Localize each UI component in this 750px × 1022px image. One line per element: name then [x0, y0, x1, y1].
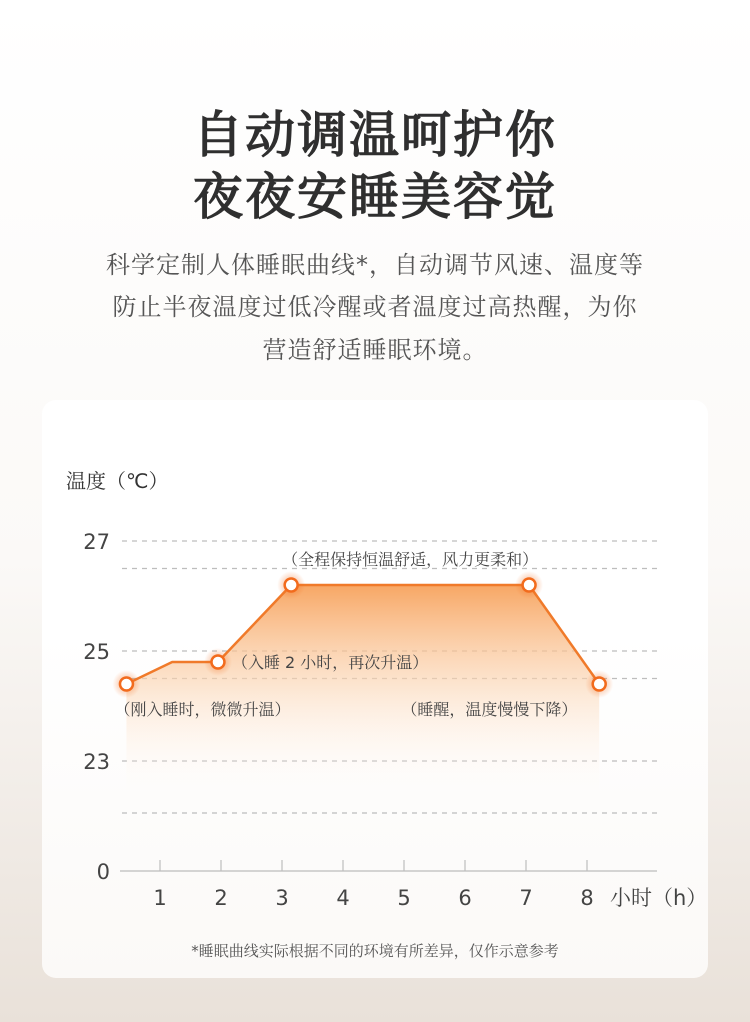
y-tick-label: 23 [83, 750, 110, 774]
x-tick-label: 2 [214, 886, 228, 910]
annotation-label: （刚入睡时，微微升温） [114, 700, 291, 719]
data-point [285, 579, 298, 592]
x-tick-label: 8 [580, 886, 594, 910]
headline-line-1: 自动调温呵护你 [193, 106, 557, 164]
data-point [593, 678, 606, 691]
description-line-2: 防止半夜温度过低冷醒或者温度过高热醒，为你 [112, 293, 638, 321]
y-tick-label: 27 [83, 530, 110, 554]
x-axis-unit: 小时（h） [610, 886, 708, 910]
area-fill [126, 585, 599, 801]
x-tick-label: 4 [336, 886, 350, 910]
x-tick-label: 1 [153, 886, 167, 910]
headline-line-2: 夜夜安睡美容觉 [193, 168, 557, 226]
data-point [523, 579, 536, 592]
area-layer [126, 585, 599, 801]
annotation-label: （入睡 2 小时，再次升温） [231, 653, 429, 672]
annotation-label: （睡醒，温度慢慢下降） [401, 700, 578, 719]
x-tick-label: 5 [397, 886, 411, 910]
y-tick-label: 0 [96, 860, 110, 884]
description-line-1: 科学定制人体睡眠曲线*，自动调节风速、温度等 [106, 251, 644, 279]
data-point [211, 656, 224, 669]
x-tick-label: 7 [519, 886, 533, 910]
x-tick-label: 6 [458, 886, 472, 910]
y-axis-label: 温度（℃） [66, 469, 169, 493]
footnote: *睡眠曲线实际根据不同的环境有所差异，仅作示意参考 [191, 942, 559, 960]
x-tick-label: 3 [275, 886, 289, 910]
y-tick-label: 25 [83, 640, 110, 664]
annotation-label: （全程保持恒温舒适，风力更柔和） [282, 550, 539, 569]
data-point [120, 678, 133, 691]
description-line-3: 营造舒适睡眠环境。 [262, 336, 488, 364]
